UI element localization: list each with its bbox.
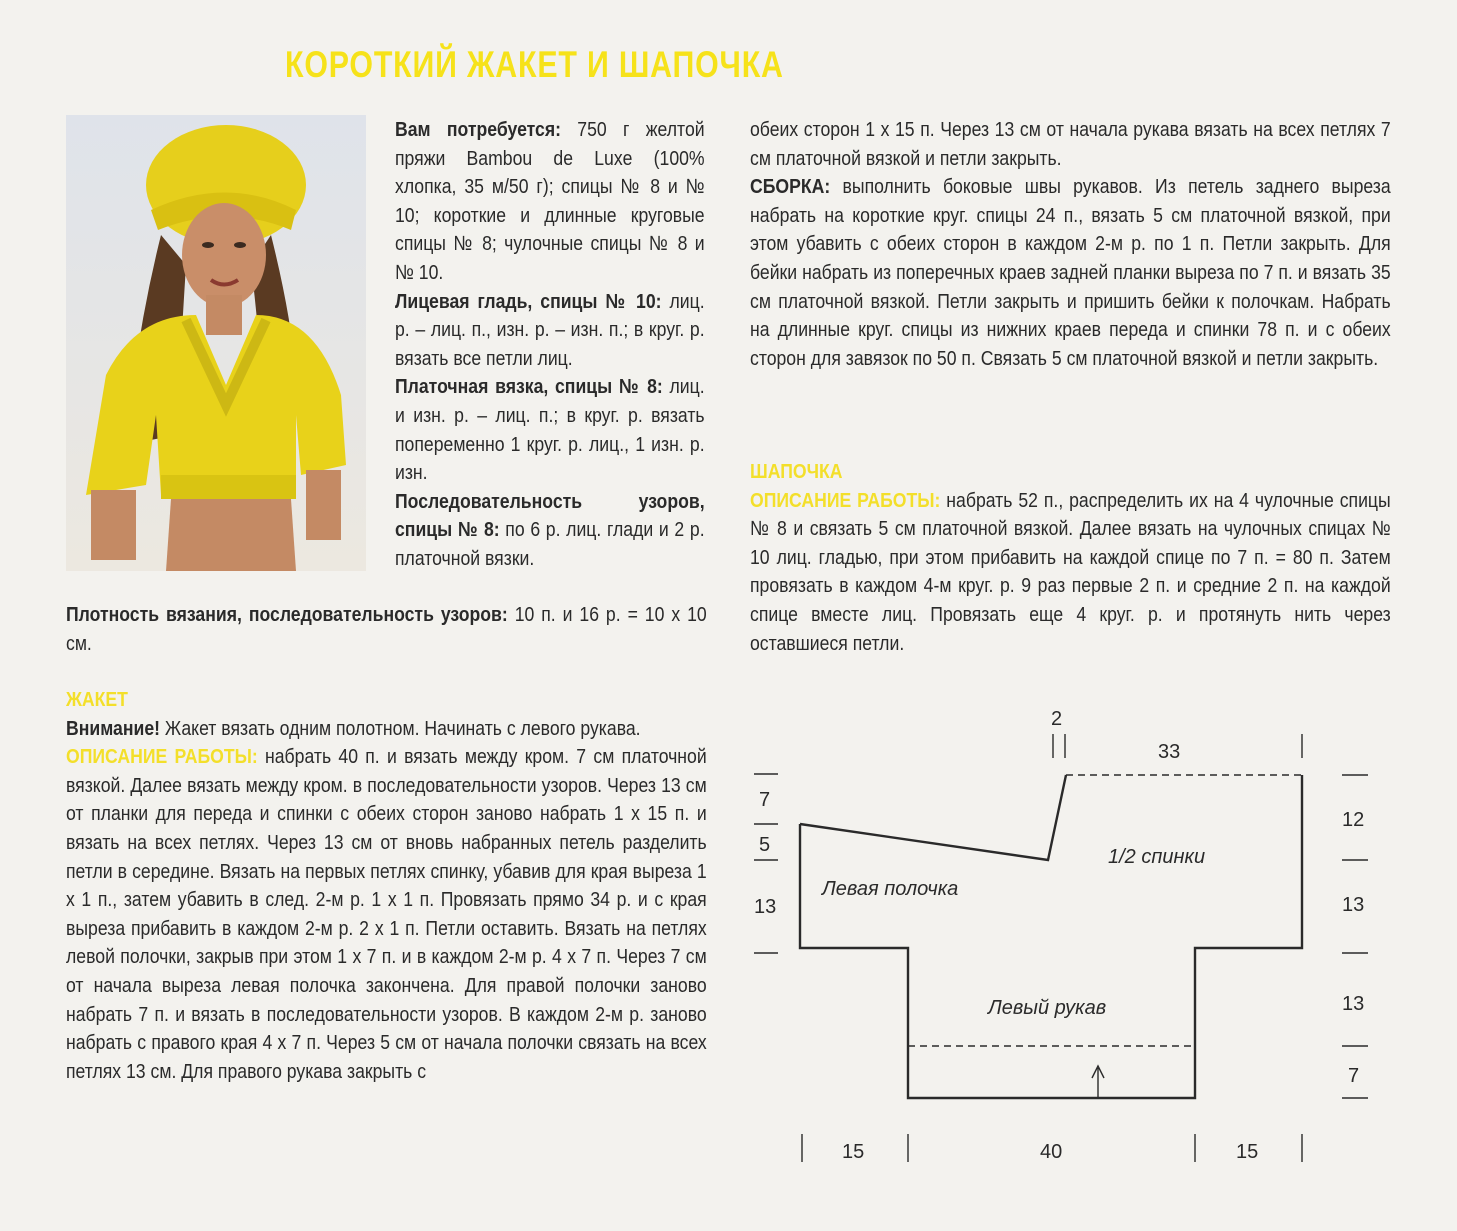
dim-bottom-3: 15 <box>1236 1141 1259 1163</box>
dim-left-3: 13 <box>754 896 777 918</box>
gauge-text: 10 п. и 16 р. = 10 х 10 см. <box>66 603 707 655</box>
jacket-work-paragraph <box>66 743 707 1086</box>
gauge-block <box>66 601 707 658</box>
assembly-paragraph <box>750 173 1391 373</box>
hat-work-text: набрать 52 п., распределить их на 4 чулочные спицы № 8 и связать 5 см платочной вязкой. Далее вязать на чулочных спицах № 10 лиц. гладью, при этом прибавить на каждой спице по 7 п. = 80 п. Затем провязать в каждом 4-м круг. р. 9 раз первые 2 п. и средние 2 п. на каждой спице вместе лиц. Провязать еще 4 круг. р. и протянуть нить через оставшиеся петли. <box>750 488 1391 655</box>
attention-label: Внимание! <box>66 716 160 740</box>
dim-right-2: 13 <box>1342 894 1365 916</box>
model-photo <box>66 115 366 571</box>
garter-text: лиц. и изн. р. – лиц. п.; в круг. р. вязать попеременно 1 круг. р. лиц., 1 изн. р. изн. <box>395 375 705 485</box>
assembly-text: выполнить боковые швы рукавов. Из петель заднего выреза набрать на короткие круг. спицы 24 п., вязать 5 см платочной вязкой, при этом убавить с обеих сторон в каждом 2-м р. по 1 п. Петли закрыть. Для бейки набрать из поперечных краев задней планки выреза по 7 п. и вязать 35 см платочной вязкой. Петли закрыть и пришить бейки к полочкам. Набрать на длинные круг. спицы из нижних краев переда и спинки 78 п. и с обеих сторон для завязок по 50 п. Связать 5 см платочной вязкой и петли закрыть. <box>750 175 1391 370</box>
photo-illustration <box>66 115 366 571</box>
page-title: КОРОТКИЙ ЖАКЕТ И ШАПОЧКА <box>285 44 784 85</box>
assembly-label: СБОРКА: <box>750 175 831 199</box>
dim-right-4: 7 <box>1348 1065 1360 1087</box>
pattern-schematic <box>740 700 1380 1180</box>
stockinette-text: лиц. р. – лиц. п., изн. р. – изн. п.; в круг. р. вязать все петли лиц. <box>395 289 705 370</box>
direction-arrow <box>1092 1066 1104 1097</box>
materials-label: Вам потребуется: <box>395 118 562 141</box>
jacket-continued-text: обеих сторон 1 х 15 п. Через 13 см от начала рукава вязать на всех петлях 7 см платочной вязкой и петли закрыть. <box>750 118 1391 170</box>
attention-paragraph <box>66 715 707 744</box>
dim-top-width: 33 <box>1158 741 1181 763</box>
garter-label: Платочная вязка, спицы № 8: <box>395 375 663 399</box>
jacket-heading: ЖАКЕТ <box>66 688 128 711</box>
gauge-paragraph <box>66 601 707 658</box>
front-label: Левая полочка <box>822 878 959 900</box>
hat-column <box>750 458 1391 658</box>
dim-bottom-2: 40 <box>1040 1141 1063 1163</box>
dim-left-1: 7 <box>759 789 771 811</box>
garter-paragraph <box>395 373 705 487</box>
gauge-label: Плотность вязания, последовательность узоров: <box>66 603 508 626</box>
stockinette-paragraph <box>395 288 705 374</box>
jacket-column <box>66 686 707 1086</box>
stockinette-label: Лицевая гладь, спицы № 10: <box>395 289 662 313</box>
hat-work-paragraph <box>750 487 1391 659</box>
dim-right-3: 13 <box>1342 993 1365 1015</box>
jacket-work-label: ОПИСАНИЕ РАБОТЫ: <box>66 745 258 769</box>
attention-text: Жакет вязать одним полотном. Начинать с левого рукава. <box>159 716 641 740</box>
dim-top-small: 2 <box>1051 708 1063 730</box>
sequence-text: по 6 р. лиц. глади и 2 р. платочной вязки. <box>395 518 705 570</box>
materials-paragraph <box>395 116 705 288</box>
materials-column <box>395 116 705 574</box>
pattern-diagram <box>740 700 1380 1185</box>
dim-left-2: 5 <box>759 834 771 856</box>
pattern-outline <box>800 775 1302 1098</box>
jacket-continued-paragraph <box>750 116 1391 173</box>
hat-heading: ШАПОЧКА <box>750 460 843 483</box>
sleeve-label: Левый рукав <box>988 997 1107 1019</box>
dim-right-1: 12 <box>1342 809 1365 831</box>
sequence-paragraph <box>395 488 705 574</box>
dim-bottom-1: 15 <box>842 1141 865 1163</box>
back-label: 1/2 спинки <box>1108 846 1206 868</box>
assembly-column <box>750 116 1391 373</box>
sequence-label: Последовательность узоров, спицы № 8: <box>395 489 705 542</box>
jacket-work-text: набрать 40 п. и вязать между кром. 7 см платочной вязкой. Далее вязать между кром. в последовательности узоров. Через 13 см от планки для переда и спинки с обеих сторон заново набрать 1 х 15 п. и вязать на всех петлях. Через 13 см от вновь набранных петель разделить петли в середине. Вязать на первых петлях спинку, убавив для края выреза 1 х 1 п., затем убавить в след. 2-м р. 1 х 1 п. Провязать прямо 34 р. и с края выреза прибавить в каждом 2-м р. 2 х 1 п. Петли оставить. Вязать на петлях левой полочки, закрыв при этом 1 х 7 п. и в каждом 2-м р. 4 х 7 п. Через 7 см от начала выреза левая полочка закончена. Для правой полочки заново набрать 7 п. и вязать в последовательности узоров. В каждом 2-м р. заново набрать с правого края 4 х 7 п. Через 5 см от начала полочки связать на всех петлях 13 см. Для правого рукава закрыть с <box>66 745 707 1083</box>
hat-work-label: ОПИСАНИЕ РАБОТЫ: <box>750 488 941 512</box>
materials-text: 750 г желтой пряжи Bambou de Luxe (100% хлопка, 35 м/50 г); спицы № 8 и № 10; короткие и длинные круговые спицы № 8; чулочные спицы № 8 и № 10. <box>395 118 705 284</box>
